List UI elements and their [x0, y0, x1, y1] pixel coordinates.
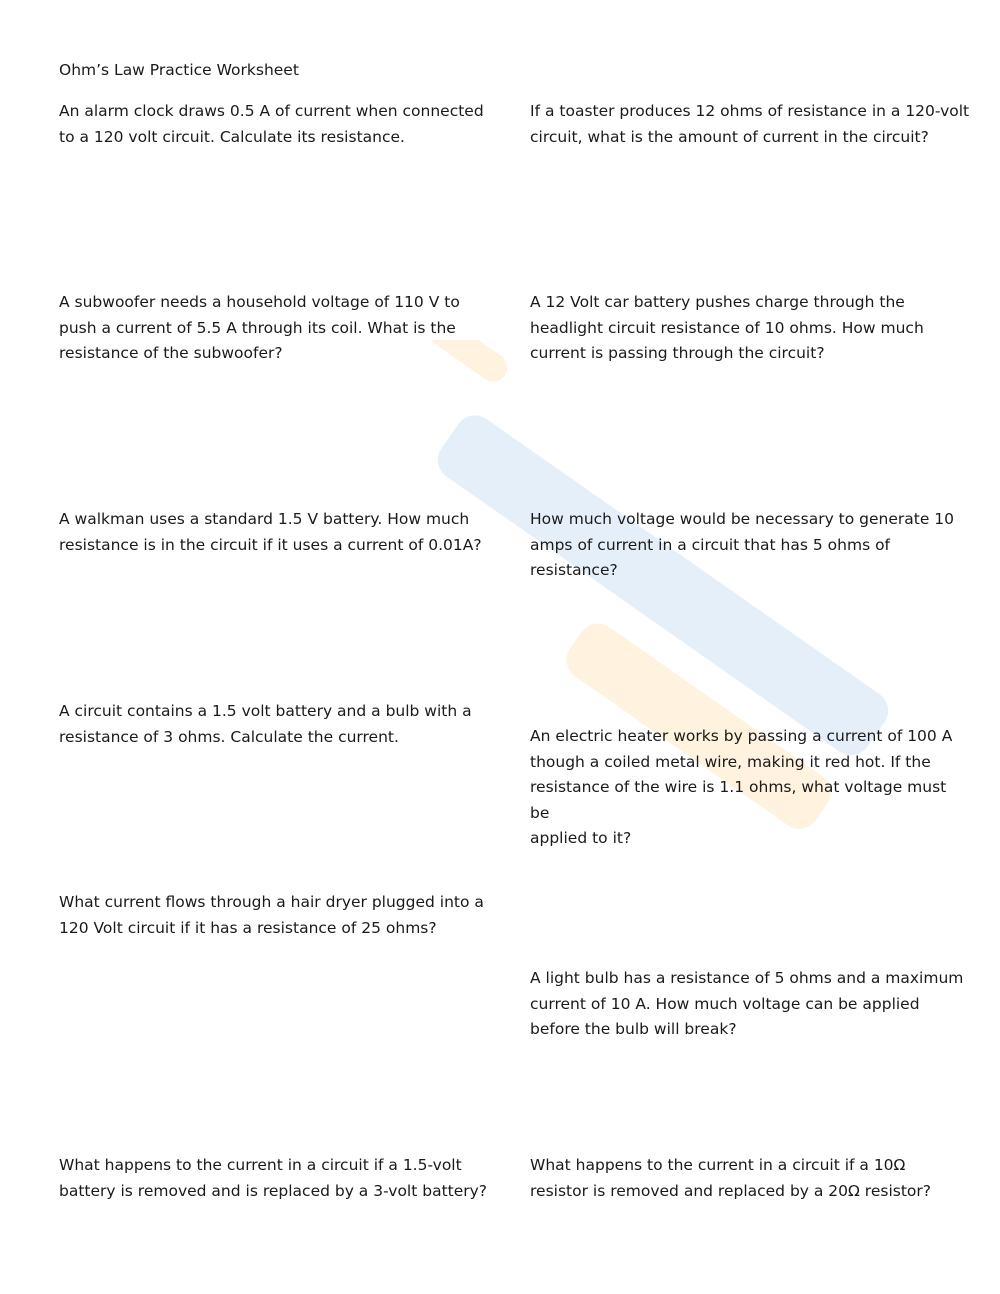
- question-resistor-replacement: What happens to the current in a circuit if a 10Ω resistor is removed and replaced by a 20Ω resistor?: [530, 1156, 931, 1200]
- question-voltage-needed: How much voltage would be necessary to generate 10 amps of current in a circuit that has 5 ohms of resistance?: [530, 510, 955, 579]
- question-circuit-bulb: A circuit contains a 1.5 volt battery and a bulb with a resistance of 3 ohms. Calculate the current.: [59, 702, 472, 746]
- question-battery-replacement: What happens to the current in a circuit if a 1.5-volt battery is removed and is replaced by a 3-volt battery?: [59, 1156, 488, 1200]
- question-hair-dryer: What current flows through a hair dryer plugged into a 120 Volt circuit if it has a resistance of 25 ohms?: [59, 893, 484, 937]
- question-car-battery: A 12 Volt car battery pushes charge through the headlight circuit resistance of 10 ohms. How much current is passing through the circuit?: [530, 293, 924, 362]
- question-subwoofer: A subwoofer needs a household voltage of 110 V to push a current of 5.5 A through its coil. What is the resistance of the subwoofer?: [59, 293, 460, 362]
- question-toaster: If a toaster produces 12 ohms of resistance in a 120-volt circuit, what is the amount of current in the circuit?: [530, 102, 970, 146]
- worksheet-title: Ohm’s Law Practice Worksheet: [59, 61, 299, 79]
- question-walkman: A walkman uses a standard 1.5 V battery. How much resistance is in the circuit if it uses a current of 0.01A?: [59, 510, 482, 554]
- question-electric-heater: An electric heater works by passing a current of 100 A though a coiled metal wire, making it red hot. If the resistance of the wire is 1.1 ohms, what voltage must be applied to it?: [530, 727, 953, 847]
- watermark-logo-icon: [140, 340, 900, 960]
- question-alarm-clock: An alarm clock draws 0.5 A of current when connected to a 120 volt circuit. Calculate its resistance.: [59, 102, 484, 146]
- question-light-bulb: A light bulb has a resistance of 5 ohms and a maximum current of 10 A. How much voltage can be applied before the bulb will break?: [530, 969, 964, 1038]
